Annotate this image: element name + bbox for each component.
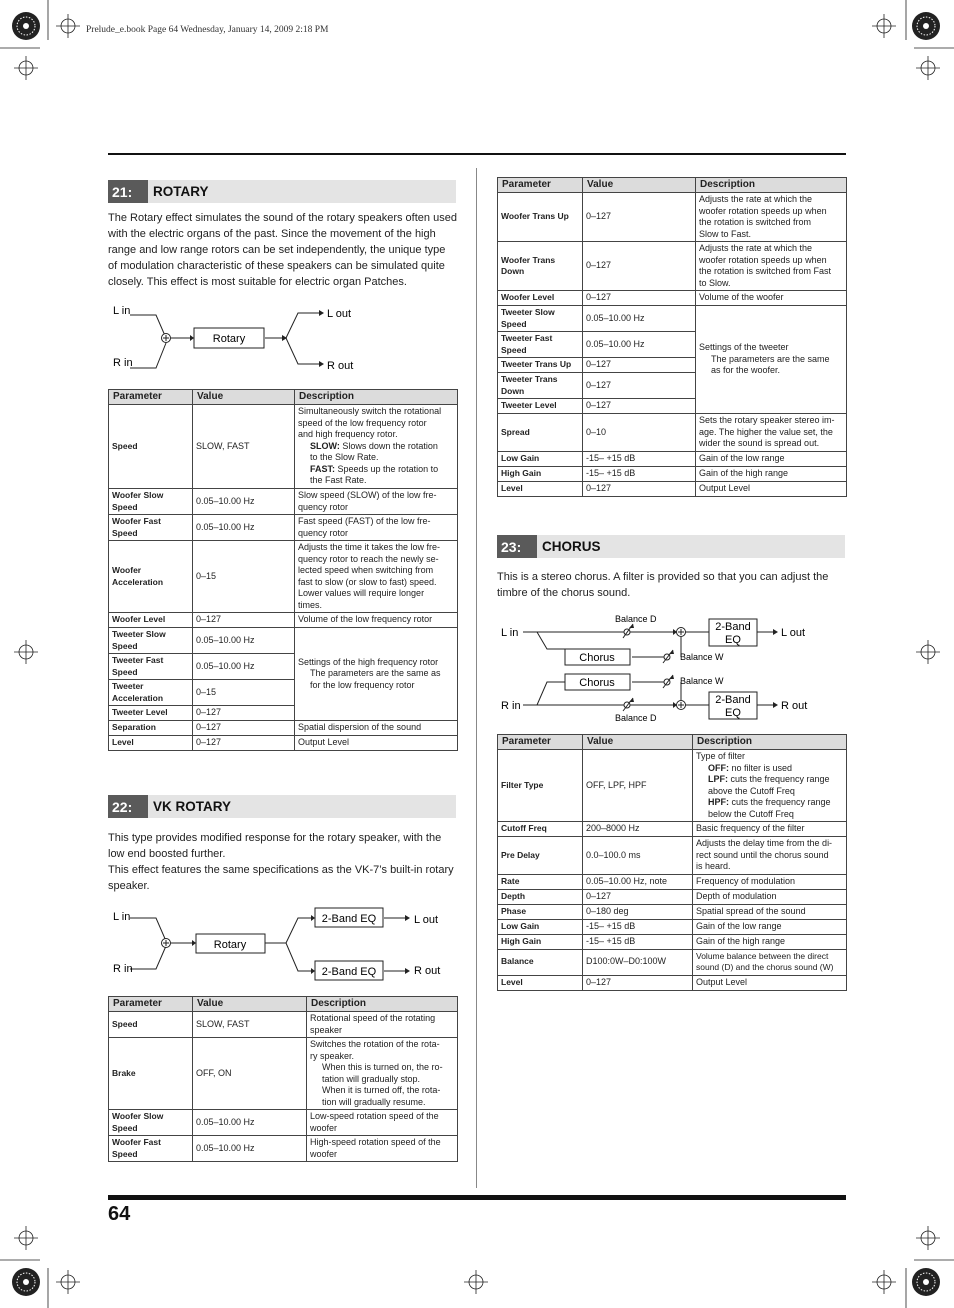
crosshair-icon bbox=[464, 1270, 488, 1294]
section-23-header bbox=[497, 535, 845, 558]
table-row: Separation 0–127 Spatial dispersion of the sound bbox=[109, 721, 458, 736]
table-row: Woofer Level 0–127 Volume of the low frequency rotor bbox=[109, 613, 458, 628]
svg-text:L in: L in bbox=[501, 627, 519, 639]
page-number: 64 bbox=[108, 1203, 131, 1225]
table-row: Woofer Fast Speed 0.05–10.00 Hz Fast speed (FAST) of the low fre- quency rotor bbox=[109, 515, 458, 541]
svg-text:Rotary: Rotary bbox=[213, 939, 247, 951]
table-row: Woofer Trans Down 0–127 Adjusts the rate at which the woofer rotation speeds up when the rotation is switched from Fast to Slow. bbox=[498, 242, 847, 291]
svg-text:R in: R in bbox=[501, 700, 521, 712]
svg-text:2-Band EQ: 2-Band EQ bbox=[321, 966, 377, 978]
radial-target-icon bbox=[912, 1268, 940, 1296]
svg-text:L out: L out bbox=[781, 627, 806, 639]
table-header-row: Parameter Value Description bbox=[109, 390, 458, 405]
r-out-label: R out bbox=[327, 360, 354, 372]
table-row: Low Gain -15– +15 dB Gain of the low range bbox=[498, 451, 847, 466]
svg-text:EQ: EQ bbox=[725, 634, 741, 646]
svg-text:Chorus: Chorus bbox=[579, 677, 615, 689]
table-row: Level 0–127 Output Level bbox=[498, 975, 847, 990]
svg-text:2-Band: 2-Band bbox=[715, 694, 751, 706]
section-number: 22: bbox=[108, 795, 148, 818]
table-row: Woofer Trans Up 0–127 Adjusts the rate at which the woofer rotation speeds up when the rotation is switched from Slow to Fast. bbox=[498, 193, 847, 242]
section-21-description: The Rotary effect simulates the sound of the rotary speakers often used with the electric organs of the past. Since the movement of the high range and low range rotors can be set independently, the unique type of modulation characteristic of these speakers can be simulated quite closely. This effect is most suitable for electric organ Patches. bbox=[108, 212, 457, 288]
print-header: Prelude_e.book Page 64 Wednesday, January 14, 2009 2:18 PM bbox=[86, 25, 329, 35]
table-row: Pre Delay 0.0–100.0 ms Adjusts the delay time from the di- rect sound until the chorus sound is heard. bbox=[498, 837, 847, 875]
chorus-diagram bbox=[497, 610, 845, 725]
vk-rotary-diagram bbox=[108, 905, 456, 985]
crosshair-icon bbox=[916, 56, 940, 80]
crosshair-icon bbox=[14, 640, 38, 664]
svg-text:Balance W: Balance W bbox=[680, 652, 724, 662]
section-title: VK ROTARY bbox=[153, 799, 232, 814]
table-header-row: Parameter Value Description bbox=[109, 997, 458, 1012]
crosshair-icon bbox=[14, 1226, 38, 1250]
table-row: Woofer Slow Speed 0.05–10.00 Hz Slow speed (SLOW) of the low fre- quency rotor bbox=[109, 489, 458, 515]
column-separator bbox=[476, 168, 477, 1188]
table-row: Woofer Level 0–127 Volume of the woofer bbox=[498, 291, 847, 306]
l-out-label: L out bbox=[327, 308, 352, 320]
table-row: Tweeter Fast Speed 0.05–10.00 Hz bbox=[498, 332, 847, 358]
table-row: Woofer Slow Speed 0.05–10.00 Hz Low-speed rotation speed of the woofer bbox=[109, 1110, 458, 1136]
section-22-header bbox=[108, 795, 456, 818]
table-row: Level 0–127 Output Level bbox=[498, 481, 847, 496]
crosshair-icon bbox=[916, 1226, 940, 1250]
section-23-description: This is a stereo chorus. A filter is provided so that you can adjust the timbre of the chorus sound. bbox=[497, 571, 829, 599]
table-row: Speed SLOW, FAST Simultaneously switch the rotational speed of the low frequency rotor and high frequency rotor. SLOW: Slows down the rotation to the Slow Rate. FAST: Speeds up the rotation to the Fast Rate. bbox=[109, 405, 458, 489]
crosshair-icon bbox=[872, 14, 896, 38]
radial-target-icon bbox=[912, 12, 940, 40]
svg-text:EQ: EQ bbox=[725, 707, 741, 719]
table-row: Tweeter Fast Speed 0.05–10.00 Hz bbox=[109, 654, 458, 680]
table-row: High Gain -15– +15 dB Gain of the high range bbox=[498, 466, 847, 481]
table-header-row: Parameter Value Description bbox=[498, 735, 847, 750]
section-21-header bbox=[108, 180, 456, 203]
table-row: Brake OFF, ON Switches the rotation of the rota- ry speaker. When this is turned on, the ro- tation will gradually stop. When it is turned off, the rota- tion will gradually resume. bbox=[109, 1038, 458, 1110]
l-in-label: L in bbox=[113, 305, 131, 317]
crosshair-icon bbox=[916, 640, 940, 664]
svg-text:L out: L out bbox=[414, 914, 439, 926]
section-number: 23: bbox=[497, 535, 537, 558]
table-row: Tweeter Slow Speed 0.05–10.00 Hz Settings of the tweeter The parameters are the same as for the woofer. bbox=[498, 306, 847, 332]
table-row: Phase 0–180 deg Spatial spread of the sound bbox=[498, 904, 847, 919]
radial-target-icon bbox=[12, 1268, 40, 1296]
table-row: Tweeter Trans Down 0–127 bbox=[498, 373, 847, 399]
svg-text:Balance D: Balance D bbox=[615, 713, 657, 723]
section-22-description: This type provides modified response for the rotary speaker, with the low end boosted further. This effect features the same specifications as the VK-7’s built-in rotary speaker. bbox=[108, 832, 454, 892]
table-row: Balance D100:0W–D0:100W Volume balance between the direct sound (D) and the chorus sound (W) bbox=[498, 949, 847, 975]
svg-text:2-Band EQ: 2-Band EQ bbox=[321, 913, 377, 925]
svg-text:R out: R out bbox=[781, 700, 808, 712]
crosshair-icon bbox=[56, 1270, 80, 1294]
table-row: Rate 0.05–10.00 Hz, note Frequency of modulation bbox=[498, 874, 847, 889]
table-row: Tweeter Level 0–127 bbox=[109, 706, 458, 721]
svg-text:2-Band: 2-Band bbox=[715, 621, 751, 633]
vk-rotary-parameter-table-continued bbox=[497, 177, 847, 497]
crosshair-icon bbox=[56, 14, 80, 38]
chorus-parameter-table bbox=[497, 734, 847, 991]
svg-text:R in: R in bbox=[113, 963, 133, 975]
svg-text:Chorus: Chorus bbox=[579, 652, 615, 664]
rotary-block-label: Rotary bbox=[212, 333, 246, 345]
table-row: Low Gain -15– +15 dB Gain of the low range bbox=[498, 919, 847, 934]
table-row: High Gain -15– +15 dB Gain of the high range bbox=[498, 934, 847, 949]
table-row: Tweeter Acceleration 0–15 bbox=[109, 680, 458, 706]
table-row: Level 0–127 Output Level bbox=[109, 736, 458, 751]
table-row: Woofer Acceleration 0–15 Adjusts the time it takes the low fre- quency rotor to reach the newly se- lected speed when switching from fast to slow (or slow to fast) speed. Lower values will require longer times. bbox=[109, 541, 458, 613]
table-row: Speed SLOW, FAST Rotational speed of the rotating speaker bbox=[109, 1012, 458, 1038]
section-title: ROTARY bbox=[153, 184, 209, 199]
svg-text:L in: L in bbox=[113, 911, 131, 923]
table-row: Tweeter Level 0–127 bbox=[498, 399, 847, 414]
table-row: Tweeter Slow Speed 0.05–10.00 Hz Settings of the high frequency rotor The parameters are the same as for the low frequency rotor bbox=[109, 628, 458, 654]
r-in-label: R in bbox=[113, 357, 133, 369]
rotary-diagram bbox=[108, 300, 456, 380]
table-row: Depth 0–127 Depth of modulation bbox=[498, 889, 847, 904]
vk-rotary-parameter-table bbox=[108, 996, 458, 1162]
table-row: Filter Type OFF, LPF, HPF Type of filter OFF: no filter is used LPF: cuts the frequency range above the Cutoff Freq HPF: cuts the frequency range below the Cutoff Freq bbox=[498, 750, 847, 822]
table-row: Spread 0–10 Sets the rotary speaker stereo im- age. The higher the value set, the wider the sound is spread out. bbox=[498, 414, 847, 452]
section-title: CHORUS bbox=[542, 539, 601, 554]
radial-target-icon bbox=[12, 12, 40, 40]
bottom-rule bbox=[108, 1195, 846, 1200]
rotary-parameter-table bbox=[108, 389, 458, 751]
table-row: Woofer Fast Speed 0.05–10.00 Hz High-speed rotation speed of the woofer bbox=[109, 1136, 458, 1162]
svg-text:Balance D: Balance D bbox=[615, 614, 657, 624]
svg-text:Balance W: Balance W bbox=[680, 676, 724, 686]
top-rule bbox=[108, 153, 846, 155]
table-row: Cutoff Freq 200–8000 Hz Basic frequency of the filter bbox=[498, 822, 847, 837]
crosshair-icon bbox=[872, 1270, 896, 1294]
section-number: 21: bbox=[108, 180, 148, 203]
table-header-row: Parameter Value Description bbox=[498, 178, 847, 193]
svg-text:R out: R out bbox=[414, 965, 441, 977]
crosshair-icon bbox=[14, 56, 38, 80]
table-row: Tweeter Trans Up 0–127 bbox=[498, 358, 847, 373]
